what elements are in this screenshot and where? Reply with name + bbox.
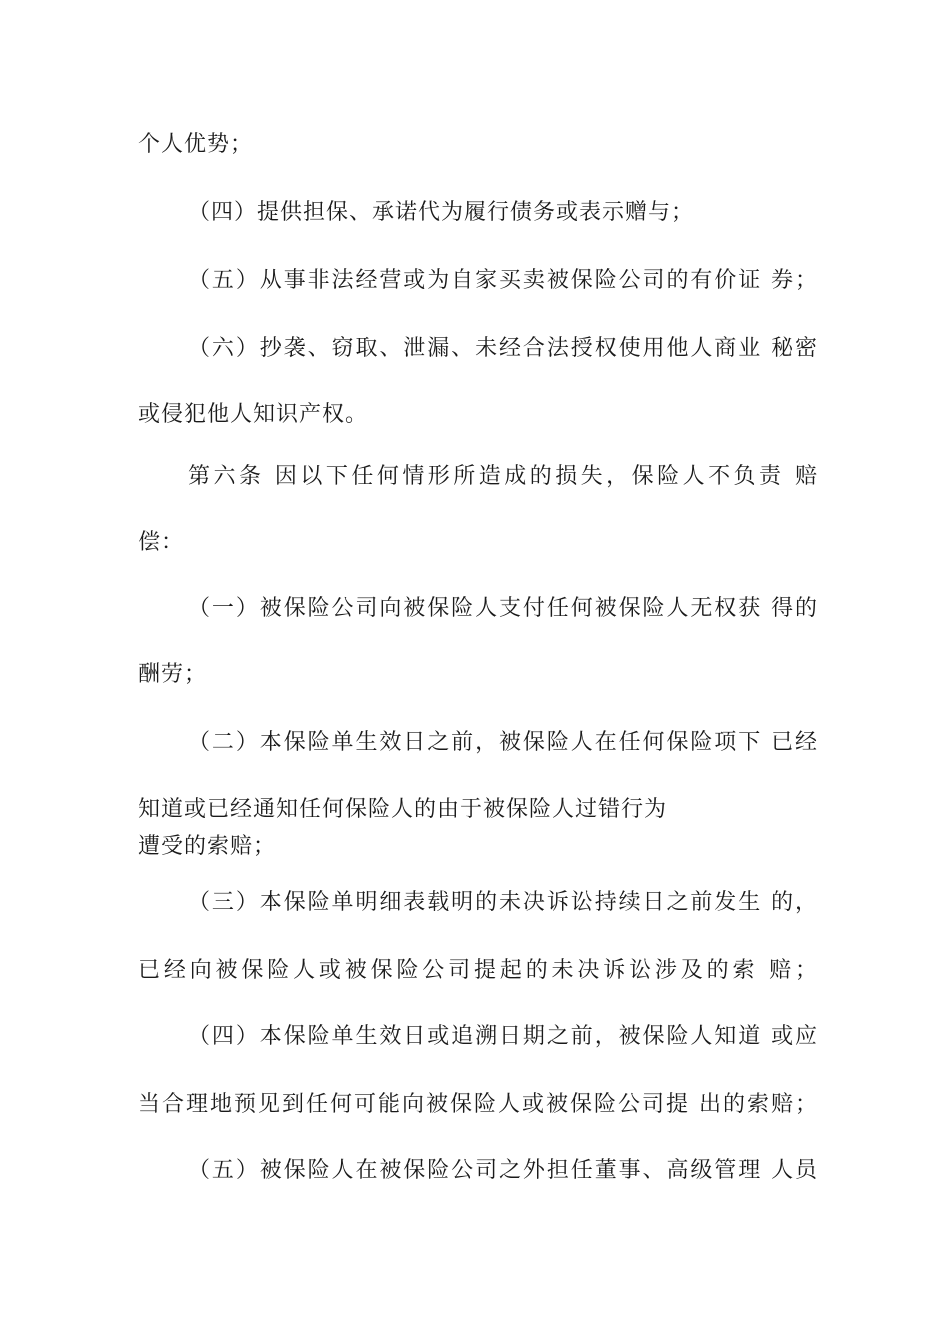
text-line-8: （一）被保险公司向被保险人支付任何被保险人无权获 得的: [188, 596, 818, 621]
text-line-9: 酬劳；: [138, 662, 208, 687]
text-line-14: 已经向被保险人或被保险公司提起的未决诉讼涉及的索 赔；: [138, 958, 818, 983]
text-line-13: （三）本保险单明细表载明的未决诉讼持续日之前发生 的，: [188, 890, 818, 915]
text-line-7: 偿：: [138, 530, 185, 555]
text-line-11: 知道或已经通知任何保险人的由于被保险人过错行为: [138, 797, 668, 822]
text-line-4: （六）抄袭、窃取、泄漏、未经合法授权使用他人商业 秘密: [188, 336, 818, 361]
text-line-15: （四）本保险单生效日或追溯日期之前，被保险人知道 或应: [188, 1024, 818, 1049]
text-line-10: （二）本保险单生效日之前，被保险人在任何保险项下 已经: [188, 730, 818, 755]
article-six-heading: 第六条 因以下任何情形所造成的损失，保险人不负责 赔: [188, 464, 818, 489]
text-line-16: 当合理地预见到任何可能向被保险人或被保险公司提 出的索赔；: [138, 1092, 818, 1117]
text-line-1: 个人优势；: [138, 132, 254, 157]
text-line-2: （四）提供担保、承诺代为履行债务或表示赠与；: [188, 200, 695, 225]
text-line-17: （五）被保险人在被保险公司之外担任董事、高级管理 人员: [188, 1158, 818, 1183]
text-line-5: 或侵犯他人知识产权。: [138, 402, 369, 427]
text-line-3: （五）从事非法经营或为自家买卖被保险公司的有价证 券；: [188, 268, 818, 293]
text-line-12: 遭受的索赔；: [138, 834, 277, 859]
